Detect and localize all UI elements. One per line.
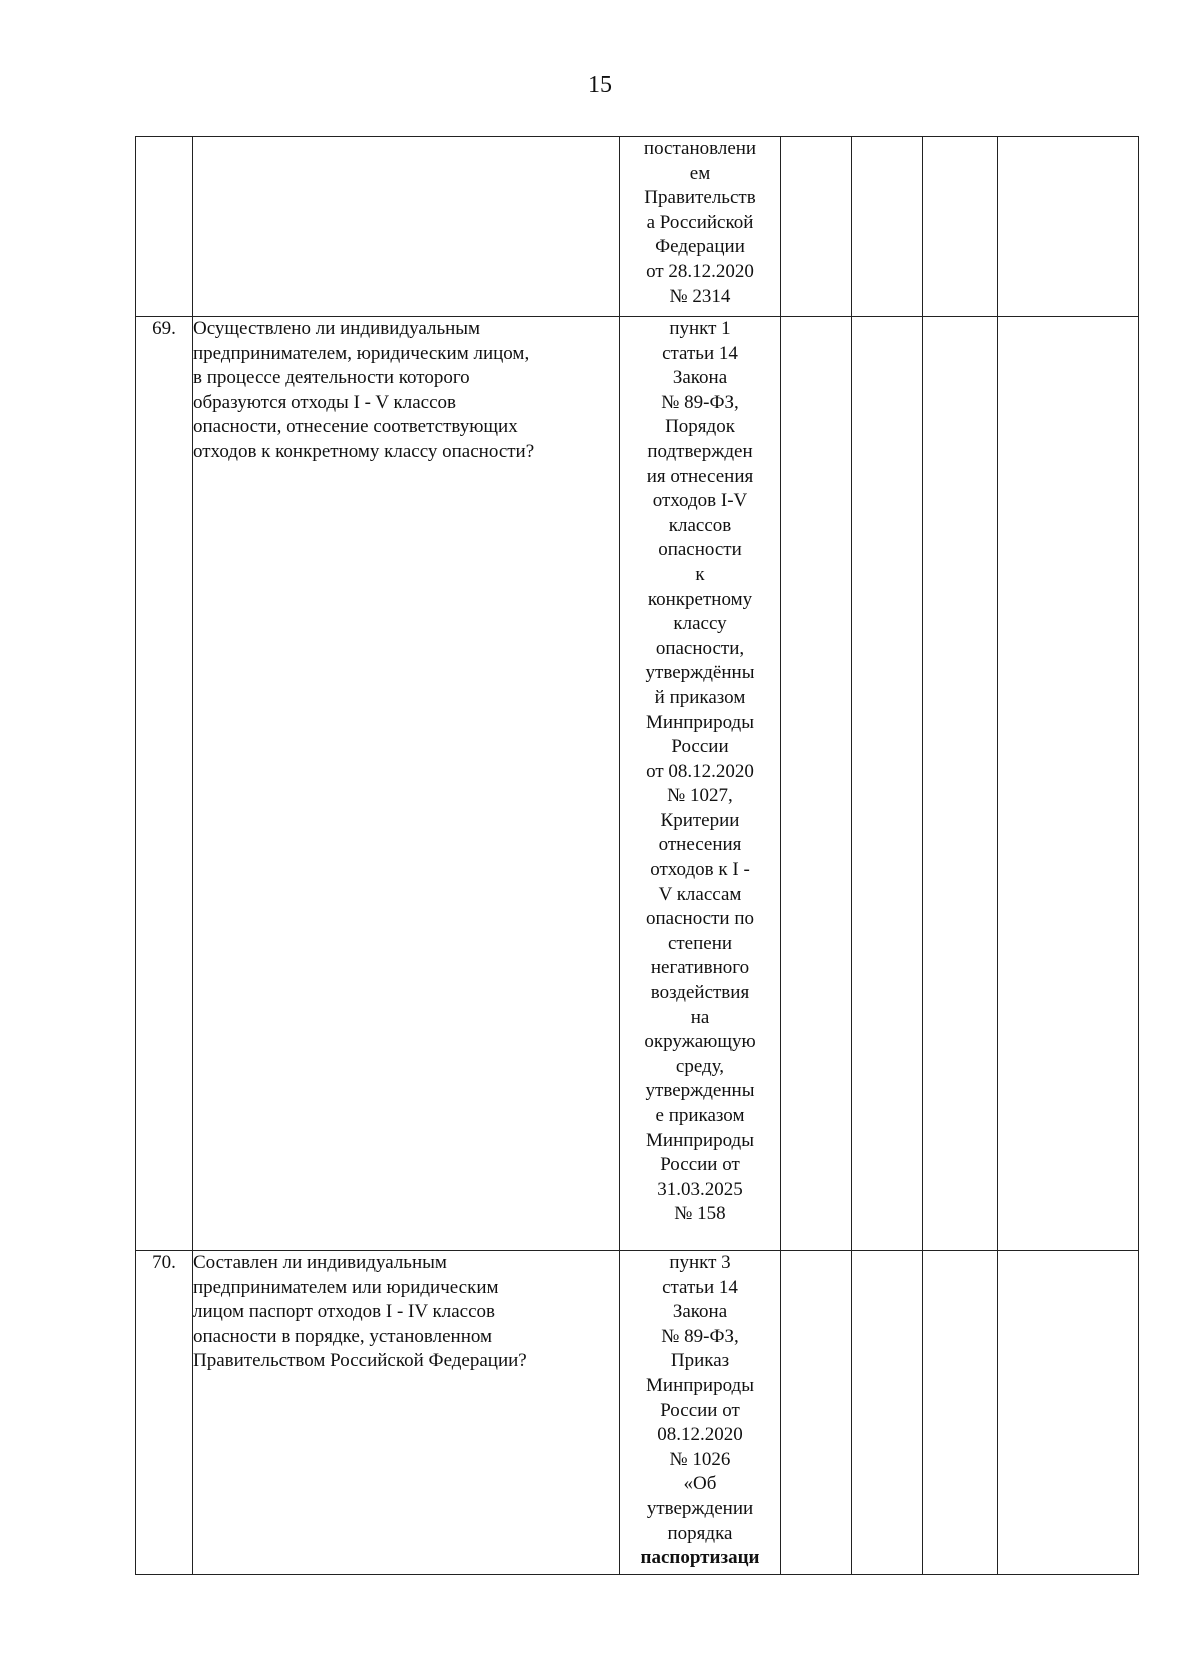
question-cell: Осуществлено ли индивидуальным предпринимателем, юридическим лицом, в процессе деятельности которого образуются отходы I - V классов опасности, отнесение соответствующих отходов к конкретному классу опасности? [193, 317, 620, 1251]
row-number: 70. [136, 1251, 193, 1575]
note-cell [998, 137, 1139, 317]
answer-no-cell [852, 317, 923, 1251]
legal-basis-cell: пункт 1 статьи 14 Закона № 89-ФЗ, Порядок подтвержден ия отнесения отходов I-V классов опасности к конкретному классу опасности, утверждённы й приказом Минприроды России от 08.12.2020 № 1027, Критерии отнесения отходов к I - V классам опасности по степени негативного воздействия на окружающую среду, утвержденны е приказом Минприроды России от 31.03.2025 № 158 [620, 317, 781, 1251]
answer-na-cell [923, 317, 998, 1251]
question-cell: Составлен ли индивидуальным предпринимателем или юридическим лицом паспорт отходов I - IV классов опасности в порядке, установленном Правительством Российской Федерации? [193, 1251, 620, 1575]
answer-na-cell [923, 1251, 998, 1575]
answer-no-cell [852, 1251, 923, 1575]
row-number [136, 137, 193, 317]
table-row [136, 317, 1139, 1251]
note-cell [998, 317, 1139, 1251]
answer-na-cell [923, 137, 998, 317]
table-row [136, 137, 1139, 317]
note-cell [998, 1251, 1139, 1575]
table-row [136, 1251, 1139, 1575]
answer-yes-cell [781, 317, 852, 1251]
answer-yes-cell [781, 1251, 852, 1575]
page-number: 15 [588, 72, 612, 98]
legal-basis-cell: постановлени ем Правительств а Российской Федерации от 28.12.2020 № 2314 [620, 137, 781, 317]
question-cell [193, 137, 620, 317]
legal-basis-cell: пункт 3 статьи 14 Закона № 89-ФЗ, Приказ Минприроды России от 08.12.2020 № 1026 «Об утверждении порядка паспортизаци [620, 1251, 781, 1575]
row-number: 69. [136, 317, 193, 1251]
answer-yes-cell [781, 137, 852, 317]
answer-no-cell [852, 137, 923, 317]
checklist-table [135, 136, 1139, 1575]
